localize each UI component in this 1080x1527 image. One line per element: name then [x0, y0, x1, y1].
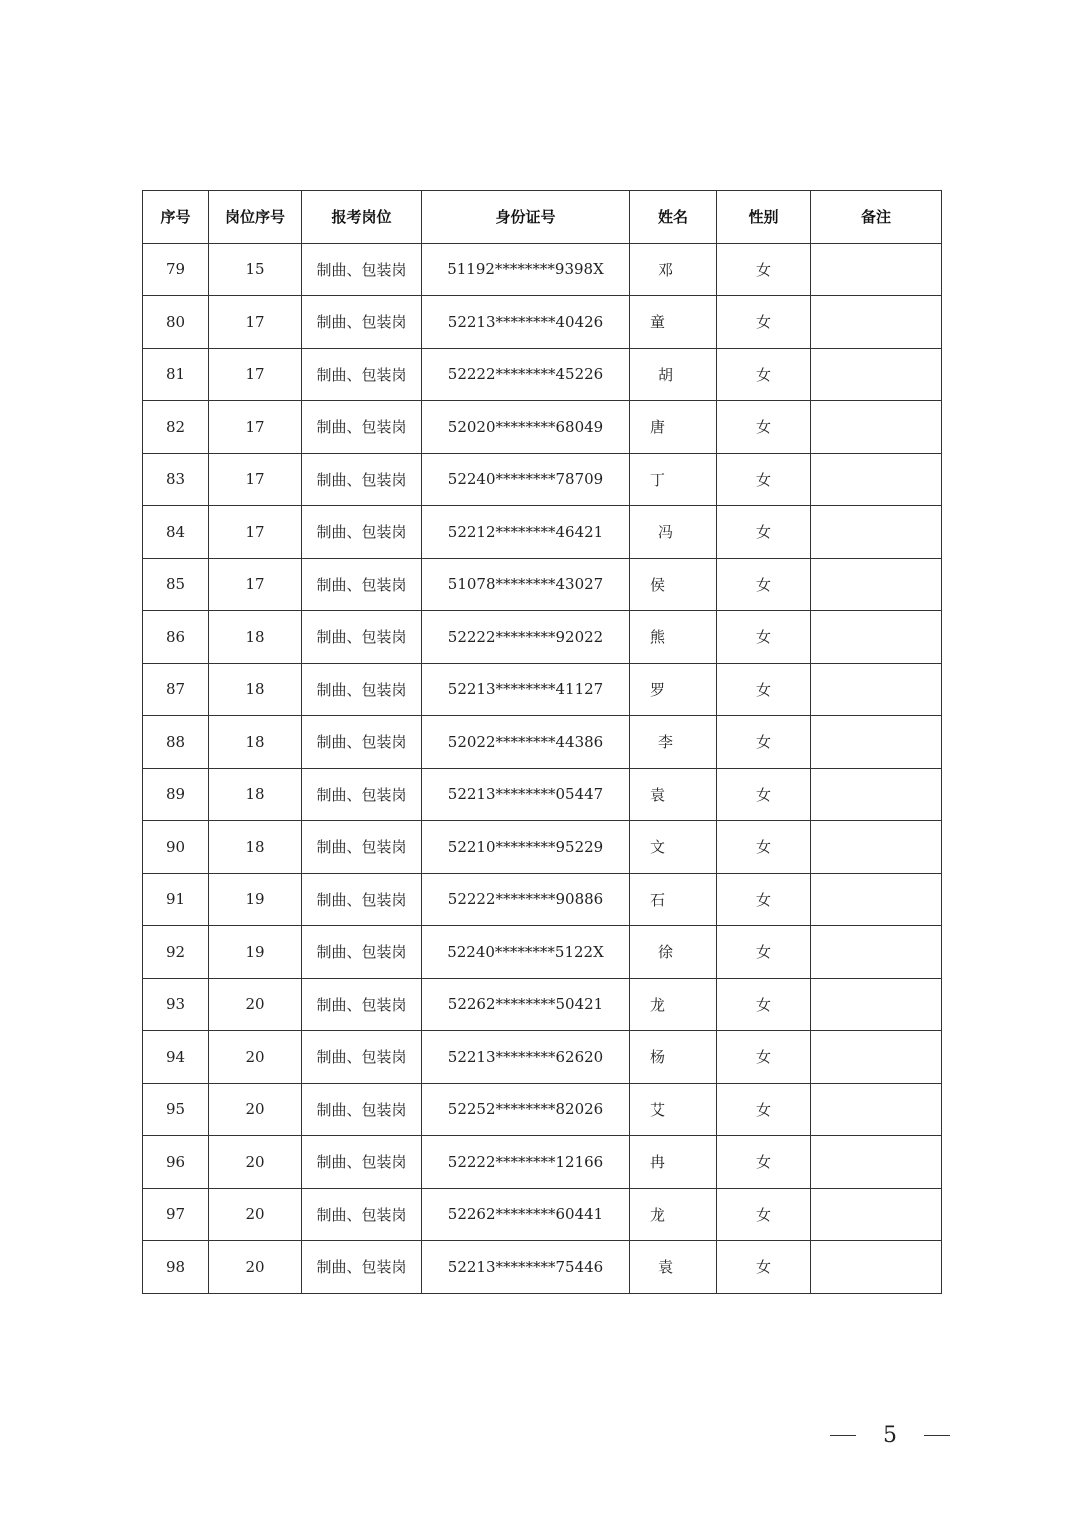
cell-remarks: [811, 1241, 942, 1294]
table-row: [143, 558, 942, 611]
cell-position-no: 17: [209, 506, 302, 559]
cell-serial-no: 87: [143, 663, 209, 716]
cell-serial-no: 83: [143, 453, 209, 506]
cell-gender: 女: [717, 821, 811, 874]
cell-gender: 女: [717, 401, 811, 454]
cell-id-number: 52262********60441: [422, 1188, 630, 1241]
cell-gender: 女: [717, 296, 811, 349]
table-row: [143, 348, 942, 401]
table-row: [143, 663, 942, 716]
cell-remarks: [811, 296, 942, 349]
cell-remarks: [811, 1136, 942, 1189]
cell-position-no: 20: [209, 1031, 302, 1084]
cell-remarks: [811, 663, 942, 716]
cell-gender: 女: [717, 1136, 811, 1189]
cell-position-no: 20: [209, 1083, 302, 1136]
cell-position-no: 19: [209, 873, 302, 926]
cell-position-no: 18: [209, 821, 302, 874]
cell-gender: 女: [717, 768, 811, 821]
cell-id-number: 52213********41127: [422, 663, 630, 716]
cell-id-number: 51078********43027: [422, 558, 630, 611]
cell-name: 艾: [630, 1083, 717, 1136]
cell-serial-no: 91: [143, 873, 209, 926]
cell-gender: 女: [717, 1241, 811, 1294]
cell-serial-no: 82: [143, 401, 209, 454]
cell-serial-no: 95: [143, 1083, 209, 1136]
cell-name: 罗: [630, 663, 717, 716]
cell-id-number: 52240********5122X: [422, 926, 630, 979]
cell-name: 冉: [630, 1136, 717, 1189]
cell-position-no: 17: [209, 348, 302, 401]
header-serial-no: 序号: [143, 191, 209, 244]
cell-applied-position: 制曲、包装岗: [302, 453, 422, 506]
cell-remarks: [811, 768, 942, 821]
cell-position-no: 18: [209, 768, 302, 821]
cell-id-number: 52222********12166: [422, 1136, 630, 1189]
cell-remarks: [811, 716, 942, 769]
cell-remarks: [811, 1083, 942, 1136]
cell-serial-no: 93: [143, 978, 209, 1031]
cell-applied-position: 制曲、包装岗: [302, 401, 422, 454]
cell-gender: 女: [717, 926, 811, 979]
cell-serial-no: 79: [143, 243, 209, 296]
cell-applied-position: 制曲、包装岗: [302, 1241, 422, 1294]
cell-remarks: [811, 558, 942, 611]
cell-applied-position: 制曲、包装岗: [302, 821, 422, 874]
cell-name: 文: [630, 821, 717, 874]
cell-serial-no: 96: [143, 1136, 209, 1189]
candidate-table: [142, 190, 942, 1294]
page-number: 5: [883, 1422, 897, 1448]
cell-gender: 女: [717, 348, 811, 401]
header-id-number: 身份证号: [422, 191, 630, 244]
cell-serial-no: 98: [143, 1241, 209, 1294]
table-row: [143, 768, 942, 821]
cell-remarks: [811, 926, 942, 979]
cell-serial-no: 80: [143, 296, 209, 349]
cell-id-number: 52212********46421: [422, 506, 630, 559]
cell-position-no: 17: [209, 401, 302, 454]
table-row: [143, 1136, 942, 1189]
cell-name: 邓: [630, 243, 717, 296]
cell-serial-no: 94: [143, 1031, 209, 1084]
cell-id-number: 52213********75446: [422, 1241, 630, 1294]
table-row: [143, 873, 942, 926]
cell-id-number: 52252********82026: [422, 1083, 630, 1136]
table-row: [143, 926, 942, 979]
cell-id-number: 52240********78709: [422, 453, 630, 506]
cell-position-no: 19: [209, 926, 302, 979]
cell-id-number: 52020********68049: [422, 401, 630, 454]
cell-name: 童: [630, 296, 717, 349]
cell-gender: 女: [717, 506, 811, 559]
cell-name: 侯: [630, 558, 717, 611]
cell-remarks: [811, 821, 942, 874]
table-row: [143, 1083, 942, 1136]
cell-applied-position: 制曲、包装岗: [302, 611, 422, 664]
cell-position-no: 20: [209, 978, 302, 1031]
cell-applied-position: 制曲、包装岗: [302, 663, 422, 716]
cell-position-no: 18: [209, 716, 302, 769]
cell-applied-position: 制曲、包装岗: [302, 926, 422, 979]
cell-id-number: 52222********45226: [422, 348, 630, 401]
cell-applied-position: 制曲、包装岗: [302, 1188, 422, 1241]
cell-id-number: 52222********92022: [422, 611, 630, 664]
table-row: [143, 1031, 942, 1084]
left-dash: [830, 1435, 856, 1436]
cell-id-number: 52262********50421: [422, 978, 630, 1031]
table-header-row: [143, 191, 942, 244]
cell-name: 徐: [630, 926, 717, 979]
table-row: [143, 1188, 942, 1241]
cell-applied-position: 制曲、包装岗: [302, 506, 422, 559]
cell-id-number: 52222********90886: [422, 873, 630, 926]
cell-serial-no: 97: [143, 1188, 209, 1241]
cell-serial-no: 84: [143, 506, 209, 559]
cell-remarks: [811, 873, 942, 926]
cell-applied-position: 制曲、包装岗: [302, 348, 422, 401]
cell-gender: 女: [717, 1188, 811, 1241]
table-row: [143, 611, 942, 664]
cell-applied-position: 制曲、包装岗: [302, 768, 422, 821]
table-row: [143, 243, 942, 296]
table-body: [143, 243, 942, 1293]
cell-serial-no: 85: [143, 558, 209, 611]
table-row: [143, 296, 942, 349]
cell-position-no: 17: [209, 558, 302, 611]
header-applied-position: 报考岗位: [302, 191, 422, 244]
cell-remarks: [811, 1188, 942, 1241]
cell-name: 冯: [630, 506, 717, 559]
table-row: [143, 821, 942, 874]
cell-applied-position: 制曲、包装岗: [302, 1031, 422, 1084]
cell-remarks: [811, 611, 942, 664]
cell-serial-no: 92: [143, 926, 209, 979]
cell-gender: 女: [717, 978, 811, 1031]
cell-name: 石: [630, 873, 717, 926]
cell-gender: 女: [717, 873, 811, 926]
cell-name: 袁: [630, 1241, 717, 1294]
cell-serial-no: 86: [143, 611, 209, 664]
cell-applied-position: 制曲、包装岗: [302, 873, 422, 926]
cell-serial-no: 90: [143, 821, 209, 874]
table-row: [143, 453, 942, 506]
cell-gender: 女: [717, 663, 811, 716]
cell-gender: 女: [717, 1083, 811, 1136]
cell-remarks: [811, 243, 942, 296]
header-gender: 性别: [717, 191, 811, 244]
cell-serial-no: 89: [143, 768, 209, 821]
cell-remarks: [811, 453, 942, 506]
header-name: 姓名: [630, 191, 717, 244]
cell-id-number: 52022********44386: [422, 716, 630, 769]
cell-name: 龙: [630, 1188, 717, 1241]
cell-id-number: 52210********95229: [422, 821, 630, 874]
cell-applied-position: 制曲、包装岗: [302, 716, 422, 769]
table-row: [143, 1241, 942, 1294]
cell-name: 丁: [630, 453, 717, 506]
cell-name: 杨: [630, 1031, 717, 1084]
cell-id-number: 52213********05447: [422, 768, 630, 821]
cell-gender: 女: [717, 243, 811, 296]
cell-remarks: [811, 401, 942, 454]
cell-position-no: 17: [209, 453, 302, 506]
cell-applied-position: 制曲、包装岗: [302, 1136, 422, 1189]
cell-remarks: [811, 506, 942, 559]
header-position-no: 岗位序号: [209, 191, 302, 244]
cell-name: 熊: [630, 611, 717, 664]
cell-gender: 女: [717, 1031, 811, 1084]
cell-position-no: 15: [209, 243, 302, 296]
cell-position-no: 20: [209, 1136, 302, 1189]
cell-remarks: [811, 348, 942, 401]
cell-applied-position: 制曲、包装岗: [302, 978, 422, 1031]
cell-id-number: 52213********40426: [422, 296, 630, 349]
cell-applied-position: 制曲、包装岗: [302, 296, 422, 349]
table-row: [143, 978, 942, 1031]
cell-position-no: 18: [209, 611, 302, 664]
cell-name: 胡: [630, 348, 717, 401]
cell-name: 唐: [630, 401, 717, 454]
table-row: [143, 401, 942, 454]
cell-serial-no: 88: [143, 716, 209, 769]
cell-serial-no: 81: [143, 348, 209, 401]
page-footer: [830, 1418, 950, 1452]
cell-id-number: 52213********62620: [422, 1031, 630, 1084]
cell-remarks: [811, 1031, 942, 1084]
header-remarks: 备注: [811, 191, 942, 244]
cell-applied-position: 制曲、包装岗: [302, 1083, 422, 1136]
right-dash: [924, 1435, 950, 1436]
table-row: [143, 506, 942, 559]
cell-id-number: 51192********9398X: [422, 243, 630, 296]
cell-gender: 女: [717, 611, 811, 664]
cell-applied-position: 制曲、包装岗: [302, 243, 422, 296]
cell-name: 李: [630, 716, 717, 769]
cell-gender: 女: [717, 558, 811, 611]
cell-name: 袁: [630, 768, 717, 821]
cell-position-no: 20: [209, 1241, 302, 1294]
cell-position-no: 18: [209, 663, 302, 716]
cell-applied-position: 制曲、包装岗: [302, 558, 422, 611]
cell-gender: 女: [717, 716, 811, 769]
cell-position-no: 17: [209, 296, 302, 349]
cell-name: 龙: [630, 978, 717, 1031]
cell-gender: 女: [717, 453, 811, 506]
table-row: [143, 716, 942, 769]
cell-position-no: 20: [209, 1188, 302, 1241]
cell-remarks: [811, 978, 942, 1031]
